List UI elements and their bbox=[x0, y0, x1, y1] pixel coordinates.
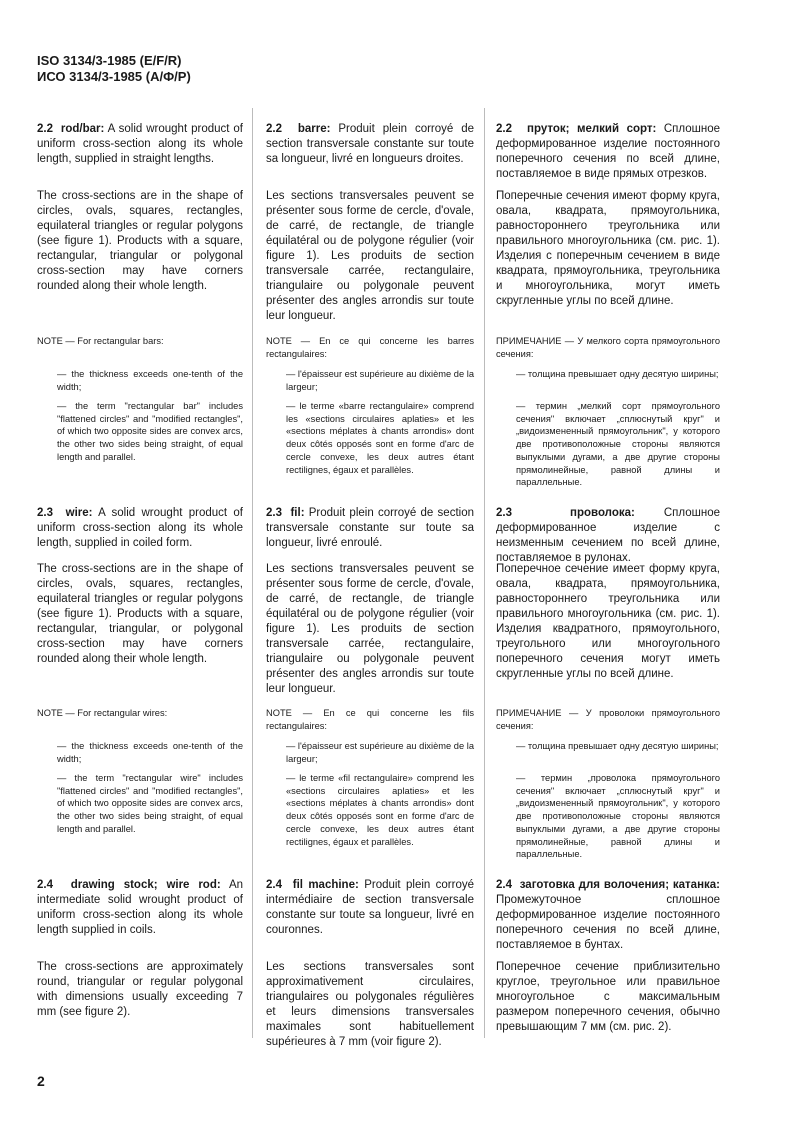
fr-2-2-definition bbox=[266, 122, 474, 167]
en-2-4-def: An intermediate solid wrought product of uniform cross-section along its whole length supplied in coils. bbox=[37, 879, 244, 936]
fr-2-2-number: 2.2 bbox=[266, 123, 282, 135]
en-2-3-definition bbox=[37, 506, 243, 551]
fr-2-2-note-heading: NOTE — En ce qui concerne les barres rectangulaires: bbox=[266, 336, 474, 359]
en-2-2-paragraph: The cross-sections are in the shape of circles, ovals, squares, rectangles, equilateral triangles or regular polygons (see figure 1). Products with a square, rectangular, triangular or polygonal cross-section may have corners rounded along their whole length. bbox=[37, 190, 243, 292]
ru-2-2-number: 2.2 bbox=[496, 123, 512, 135]
en-2-2-term: rod/bar: bbox=[60, 123, 105, 135]
fr-2-2-note-item-1: — l'épaisseur est supérieure au dixième de la largeur; bbox=[286, 369, 474, 392]
ru-2-4-number: 2.4 bbox=[496, 879, 512, 891]
ru-2-4-definition bbox=[496, 878, 720, 953]
en-2-2-note-heading: NOTE — For rectangular bars: bbox=[37, 336, 164, 346]
ru-2-4-term: заготовка для волочения; катанка: bbox=[519, 879, 720, 891]
ru-2-2-def: Сплошное деформированное изделие постоянного поперечного сечения по всей длине, поставляемое в виде прямых отрезков. bbox=[496, 123, 720, 180]
ru-2-2-note-item-2: — термин „мелкий сорт прямоугольного сечения" включает „сплюснутый круг" и „видоизмененный прямоугольник", у которого две противоположные стороны являются выпуклыми дугами, а две другие стороны прямолинейные, равной длины и параллельные. bbox=[516, 401, 720, 488]
ru-2-3-note bbox=[496, 707, 720, 732]
en-2-2-note bbox=[37, 335, 243, 348]
ru-2-3-paragraph: Поперечное сечение имеет форму круга, овала, квадрата, прямоугольника, равностороннего треугольника или правильного многоугольника (см. рис. 1). Изделия квадратного, прямоугольного, треугольного или многоугольного поперечного сечения могут иметь скругленные углы по всей длине. bbox=[496, 563, 720, 680]
ru-2-2-note bbox=[496, 335, 720, 360]
fr-2-4-paragraph: Les sections transversales sont approximativement circulaires, triangulaires ou polygonales régulières et leurs dimensions transversales maximales sont habituellement supérieures à 7 mm (voir figure 2). bbox=[266, 961, 474, 1048]
ru-2-3-number: 2.3 bbox=[496, 507, 512, 519]
fr-2-3-number: 2.3 bbox=[266, 507, 282, 519]
fr-2-3-def: Produit plein corroyé de section transversale constante sur toute sa longueur, livré enroulé. bbox=[266, 507, 474, 549]
en-2-3-paragraph: The cross-sections are in the shape of circles, ovals, squares, rectangles, equilateral triangles or regular polygons (see figure 1). Products with a square, rectangular, triangular, or polygonal cross-section may have corners rounded along their whole length. bbox=[37, 563, 243, 665]
ru-2-4-def: Промежуточное сплошное деформированное изделие постоянного поперечного сечения по всей длине, поставляемое в бунтах. bbox=[496, 894, 720, 951]
header-line-1: ISO 3134/3-1985 (E/F/R) bbox=[37, 53, 182, 68]
fr-2-2-term: barre: bbox=[297, 123, 331, 135]
en-2-3-term: wire: bbox=[65, 507, 93, 519]
fr-2-3-note-heading: NOTE — En ce qui concerne les fils rectangulaires: bbox=[266, 708, 474, 731]
column-divider-1 bbox=[252, 108, 253, 1038]
ru-2-2-note-heading: ПРИМЕЧАНИЕ — У мелкого сорта прямоугольного сечения: bbox=[496, 336, 720, 359]
ru-2-2-note-item-1: — толщина превышает одну десятую ширины; bbox=[516, 369, 719, 379]
fr-2-2-note-item-2: — le terme «barre rectangulaire» comprend les «sections circulaires aplaties» et les «sections méplates à chants arrondis» dont deux côtés opposés sont en forme d'arc de cercle convexe, les deux autres étant rectilignes, égaux et parallèles. bbox=[286, 401, 474, 475]
fr-2-2-note bbox=[266, 335, 474, 360]
fr-2-4-definition bbox=[266, 878, 474, 938]
page-number: 2 bbox=[37, 1073, 45, 1089]
en-2-3-note-item-1: — the thickness exceeds one-tenth of the width; bbox=[57, 741, 243, 764]
fr-2-3-note-item-1: — l'épaisseur est supérieure au dixième de la largeur; bbox=[286, 741, 474, 764]
en-2-3-number: 2.3 bbox=[37, 507, 53, 519]
ru-2-3-def: Сплошное деформированное изделие с неизменным сечением по всей длине, поставляемое в рулонах. bbox=[496, 507, 720, 564]
header-line-2: ИСО 3134/3-1985 (А/Ф/Р) bbox=[37, 69, 191, 84]
ru-2-3-note-item-1: — толщина превышает одну десятую ширины; bbox=[516, 741, 719, 751]
ru-2-3-note-item-2: — термин „проволока прямоугольного сечения" включает „сплюснутый круг" и „видоизмененный прямоугольник", у которого две противоположные стороны являются выпуклыми дугами, а две другие стороны прямолинейные, равной длины и параллельные. bbox=[516, 773, 720, 860]
en-2-2-note-item-1: — the thickness exceeds one-tenth of the width; bbox=[57, 369, 243, 392]
en-2-3-note-item-2: — the term "rectangular wire" includes "flattened circles" and "modified rectangles", of which two opposite sides are convex arcs, the other two sides being straight, of equal length and parallel. bbox=[57, 773, 243, 834]
ru-2-2-term: пруток; мелкий сорт: bbox=[527, 123, 657, 135]
ru-2-2-definition bbox=[496, 122, 720, 182]
ru-2-3-definition bbox=[496, 506, 720, 566]
fr-2-3-term: fil: bbox=[290, 507, 305, 519]
en-2-2-note-item-2: — the term "rectangular bar" includes "flattened circles" and "modified rectangles", of which two opposite sides are convex arcs, the other two sides being straight, of equal length and parallel. bbox=[57, 401, 243, 462]
fr-2-4-term: fil machine: bbox=[292, 879, 359, 891]
column-divider-2 bbox=[484, 108, 485, 1038]
fr-2-4-number: 2.4 bbox=[266, 879, 282, 891]
fr-2-3-note-item-2: — le terme «fil rectangulaire» comprend les «sections circulaires aplaties» et les «sections méplates à chants arrondis» dont deux côtés opposés sont en forme d'arc de cercle convexe, les deux autres étant rectilignes, égaux et parallèles. bbox=[286, 773, 474, 847]
fr-2-3-paragraph: Les sections transversales peuvent se présenter sous forme de cercle, d'ovale, de carré, de rectangle, de triangle équilatéral ou de polygone régulier (voir figure 1). Les produits de section transversale carrée, rectangulaire, triangulaire ou polygonale peuvent présenter des angles arrondis sur toute leur longueur. bbox=[266, 563, 474, 695]
en-2-2-definition bbox=[37, 122, 243, 167]
ru-2-3-note-heading: ПРИМЕЧАНИЕ — У проволоки прямоугольного сечения: bbox=[496, 708, 720, 731]
fr-2-3-definition bbox=[266, 506, 474, 551]
en-2-4-term: drawing stock; wire rod: bbox=[70, 879, 221, 891]
fr-2-3-note bbox=[266, 707, 474, 732]
fr-2-2-def: Produit plein corroyé de section transversale constante sur toute sa longueur, livré en longueurs droites. bbox=[266, 123, 474, 165]
en-2-4-paragraph: The cross-sections are approximately round, triangular or regular polygonal with dimensions usually exceeding 7 mm (see figure 2). bbox=[37, 961, 243, 1018]
en-2-4-definition bbox=[37, 878, 243, 938]
fr-2-4-def: Produit plein corroyé intermédiaire de section transversale constante sur toute sa longueur, livré en couronnes. bbox=[266, 879, 474, 936]
ru-2-2-paragraph: Поперечные сечения имеют форму круга, овала, квадрата, прямоугольника, равностороннего треугольника или правильного многоугольника (см. рис. 1). Изделия с поперечным сечением в виде квадрата, прямоугольника, треугольника и многоугольника, могут иметь скругленные углы по всей длине. bbox=[496, 190, 720, 307]
ru-2-3-term: проволока: bbox=[570, 507, 635, 519]
en-2-3-note bbox=[37, 707, 243, 720]
en-2-4-number: 2.4 bbox=[37, 879, 53, 891]
ru-2-4-paragraph: Поперечное сечение приблизительно круглое, треугольное или правильное многоугольное с максимальным размером поперечного сечения, обычно превышающим 7 мм (см. рис. 2). bbox=[496, 961, 720, 1033]
fr-2-2-paragraph: Les sections transversales peuvent se présenter sous forme de cercle, d'ovale, de carré, de rectangle, de triangle équilatéral ou de polygone régulier (voir figure 1). Les produits de section transversale carrée, rectangulaire, triangulaire ou polygonale peuvent présenter des angles arrondis sur toute leur longueur. bbox=[266, 190, 474, 322]
en-2-2-def: A solid wrought product of uniform cross-section along its whole length, supplied in straight lengths. bbox=[37, 123, 243, 165]
en-2-2-number: 2.2 bbox=[37, 123, 53, 135]
document-header bbox=[37, 53, 191, 85]
en-2-3-note-heading: NOTE — For rectangular wires: bbox=[37, 708, 168, 718]
en-2-3-def: A solid wrought product of uniform cross-section along its whole length, supplied in coiled form. bbox=[37, 507, 243, 549]
